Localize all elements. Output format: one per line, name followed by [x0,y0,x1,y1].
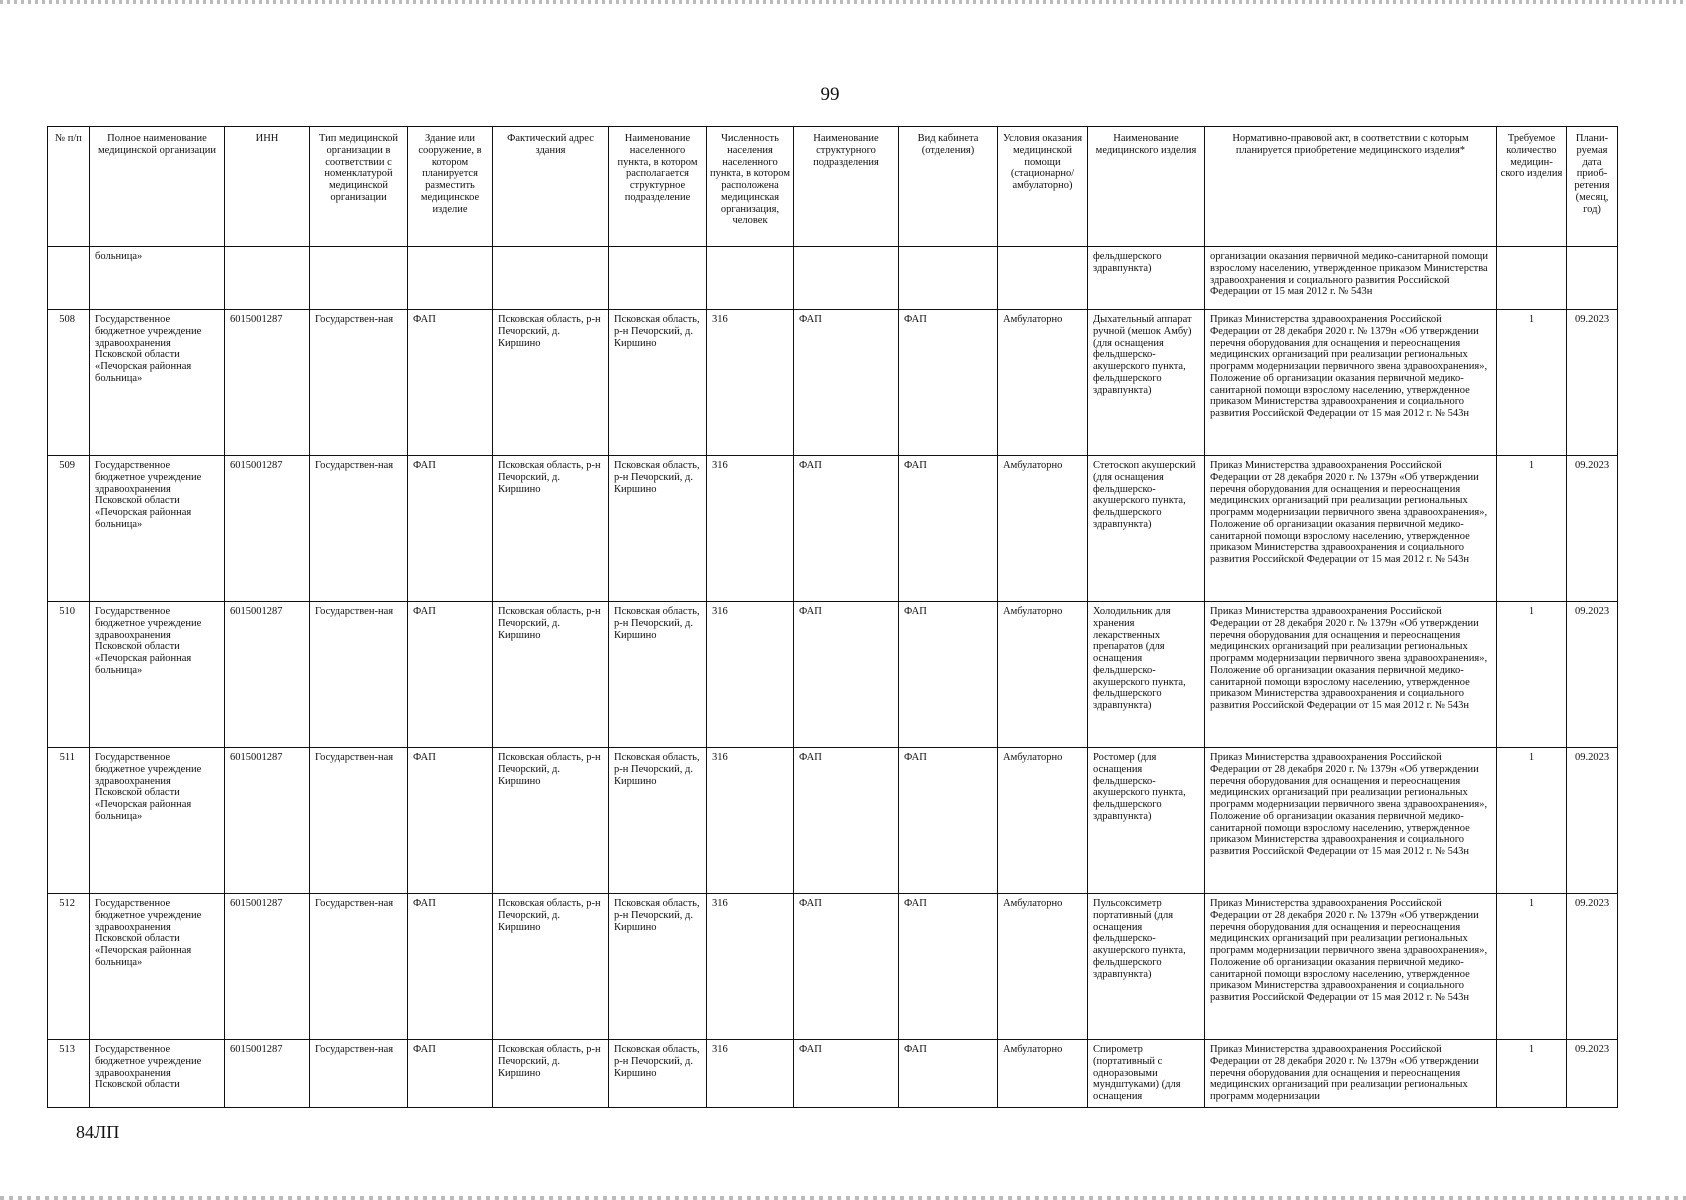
col-header-org-type: Тип медицинской организации в соответствии с номенклатурой медицинской организации [310,127,408,247]
cell-conditions: Амбулаторно [998,1040,1088,1108]
cell-unit [794,247,899,310]
col-header-number: № п/п [48,127,90,247]
cell-device: Холодильник для хранения лекарственных препаратов (для оснащения фельдшерско-акушерского пункта, фельдшерского здравпункта) [1088,602,1205,748]
cell-inn: 6015001287 [225,894,310,1040]
table-row [48,748,1618,894]
cell-inn: 6015001287 [225,748,310,894]
cell-date: 09.2023 [1567,1040,1618,1108]
cell-address: Псковская область, р-н Печорский, д. Киршино [493,456,609,602]
cell-organization: Государственное бюджетное учреждение здравоохранения Псковской области [90,1040,225,1108]
cell-cabinet [899,247,998,310]
cell-population: 316 [707,894,794,1040]
cell-population: 316 [707,310,794,456]
cell-legal-act: организации оказания первичной медико-санитарной помощи взрослому населению, утвержденное приказом Министерства здравоохранения и социального развития Российской Федерации от 15 мая 2012 г. № 543н [1205,247,1497,310]
cell-inn: 6015001287 [225,1040,310,1108]
cell-quantity: 1 [1497,894,1567,1040]
cell-organization: Государственное бюджетное учреждение здравоохранения Псковской области «Печорская районная больница» [90,456,225,602]
cell-address: Псковская область, р-н Печорский, д. Киршино [493,602,609,748]
col-header-building: Здание или сооружение, в котором планируется разместить медицинское изделие [408,127,493,247]
cell-cabinet: ФАП [899,602,998,748]
cell-population [707,247,794,310]
col-header-quantity: Требуемое количество медицин-ского изделия [1497,127,1567,247]
cell-inn: 6015001287 [225,310,310,456]
cell-cabinet: ФАП [899,310,998,456]
cell-locality: Псковская область, р-н Печорский, д. Киршино [609,894,707,1040]
cell-device: Пульсоксиметр портативный (для оснащения фельдшерско-акушерского пункта, фельдшерского здравпункта) [1088,894,1205,1040]
col-header-date: Плани-руемая дата приоб-ретения (месяц, год) [1567,127,1618,247]
cell-quantity: 1 [1497,310,1567,456]
cell-org-type: Государствен-ная [310,1040,408,1108]
col-header-cabinet: Вид кабинета (отделения) [899,127,998,247]
cell-organization: Государственное бюджетное учреждение здравоохранения Псковской области «Печорская районная больница» [90,310,225,456]
cell-date: 09.2023 [1567,894,1618,1040]
cell-conditions: Амбулаторно [998,310,1088,456]
table-row [48,310,1618,456]
col-header-device: Наименование медицинского изделия [1088,127,1205,247]
cell-device: Спирометр (портативный с одноразовыми мундштуками) (для оснащения [1088,1040,1205,1108]
col-header-organization: Полное наименование медицинской организации [90,127,225,247]
scan-edge-bottom [0,1196,1686,1200]
cell-quantity: 1 [1497,456,1567,602]
cell-address: Псковская область, р-н Печорский, д. Киршино [493,894,609,1040]
cell-address: Псковская область, р-н Печорский, д. Киршино [493,1040,609,1108]
cell-unit: ФАП [794,456,899,602]
cell-building: ФАП [408,1040,493,1108]
table-row [48,602,1618,748]
cell-date: 09.2023 [1567,748,1618,894]
cell-inn: 6015001287 [225,602,310,748]
cell-quantity: 1 [1497,1040,1567,1108]
continuation-row [48,247,1618,310]
cell-conditions [998,247,1088,310]
cell-building: ФАП [408,894,493,1040]
cell-legal-act: Приказ Министерства здравоохранения Российской Федерации от 28 декабря 2020 г. № 1379н «Об утверждении перечня оборудования для оснащения и переоснащения медицинских организаций при реализации региональных программ модернизации первичного звена здравоохранения», Положение об организации оказания первичной медико-санитарной помощи взрослому населению, утвержденное приказом Министерства здравоохранения и социального развития Российской Федерации от 15 мая 2012 г. № 543н [1205,894,1497,1040]
cell-cabinet: ФАП [899,748,998,894]
cell-org-type [310,247,408,310]
col-header-conditions: Условия оказания медицинской помощи (стационарно/ амбулаторно) [998,127,1088,247]
cell-organization: больница» [90,247,225,310]
col-header-unit: Наименование структурного подразделения [794,127,899,247]
col-header-inn: ИНН [225,127,310,247]
medical-equipment-table [47,126,1618,1108]
table-row [48,456,1618,602]
cell-cabinet: ФАП [899,1040,998,1108]
cell-cabinet: ФАП [899,894,998,1040]
cell-organization: Государственное бюджетное учреждение здравоохранения Псковской области «Печорская районная больница» [90,748,225,894]
cell-locality: Псковская область, р-н Печорский, д. Киршино [609,602,707,748]
cell-org-type: Государствен-ная [310,456,408,602]
cell-org-type: Государствен-ная [310,748,408,894]
cell-address [493,247,609,310]
col-header-address: Фактический адрес здания [493,127,609,247]
cell-locality [609,247,707,310]
table-row [48,894,1618,1040]
table-row [48,1040,1618,1108]
cell-number: 511 [48,748,90,894]
cell-number: 508 [48,310,90,456]
cell-address: Псковская область, р-н Печорский, д. Киршино [493,310,609,456]
footer-code: 84ЛП [76,1122,120,1142]
cell-unit: ФАП [794,310,899,456]
cell-population: 316 [707,602,794,748]
cell-inn [225,247,310,310]
cell-unit: ФАП [794,602,899,748]
cell-conditions: Амбулаторно [998,456,1088,602]
cell-number: 510 [48,602,90,748]
cell-unit: ФАП [794,748,899,894]
cell-locality: Псковская область, р-н Печорский, д. Киршино [609,748,707,894]
cell-legal-act: Приказ Министерства здравоохранения Российской Федерации от 28 декабря 2020 г. № 1379н «Об утверждении перечня оборудования для оснащения и переоснащения медицинских организаций при реализации региональных программ модернизации [1205,1040,1497,1108]
scan-edge-top [0,0,1686,4]
cell-org-type: Государствен-ная [310,894,408,1040]
cell-quantity: 1 [1497,602,1567,748]
cell-population: 316 [707,748,794,894]
cell-device: Дыхательный аппарат ручной (мешок Амбу) (для оснащения фельдшерско-акушерского пункта, фельдшерского здравпункта) [1088,310,1205,456]
cell-org-type: Государствен-ная [310,310,408,456]
table-header-row [48,127,1618,247]
cell-locality: Псковская область, р-н Печорский, д. Киршино [609,456,707,602]
cell-quantity [1497,247,1567,310]
cell-population: 316 [707,1040,794,1108]
cell-building: ФАП [408,310,493,456]
cell-building: ФАП [408,602,493,748]
cell-number: 509 [48,456,90,602]
cell-device: Ростомер (для оснащения фельдшерско-акушерского пункта, фельдшерского здравпункта) [1088,748,1205,894]
cell-legal-act: Приказ Министерства здравоохранения Российской Федерации от 28 декабря 2020 г. № 1379н «Об утверждении перечня оборудования для оснащения и переоснащения медицинских организаций при реализации региональных программ модернизации первичного звена здравоохранения», Положение об организации оказания первичной медико-санитарной помощи взрослому населению, утвержденное приказом Министерства здравоохранения и социального развития Российской Федерации от 15 мая 2012 г. № 543н [1205,310,1497,456]
cell-org-type: Государствен-ная [310,602,408,748]
col-header-legal-act: Нормативно-правовой акт, в соответствии с которым планируется приобретение медицинского изделия* [1205,127,1497,247]
cell-number: 512 [48,894,90,1040]
cell-date: 09.2023 [1567,310,1618,456]
page-number: 99 [820,84,840,105]
cell-cabinet: ФАП [899,456,998,602]
cell-date: 09.2023 [1567,602,1618,748]
cell-organization: Государственное бюджетное учреждение здравоохранения Псковской области «Печорская районная больница» [90,894,225,1040]
cell-conditions: Амбулаторно [998,894,1088,1040]
cell-locality: Псковская область, р-н Печорский, д. Киршино [609,310,707,456]
cell-number: 513 [48,1040,90,1108]
cell-device: Стетоскоп акушерский (для оснащения фельдшерско-акушерского пункта, фельдшерского здравпункта) [1088,456,1205,602]
cell-building: ФАП [408,748,493,894]
cell-building: ФАП [408,456,493,602]
cell-conditions: Амбулаторно [998,602,1088,748]
cell-legal-act: Приказ Министерства здравоохранения Российской Федерации от 28 декабря 2020 г. № 1379н «Об утверждении перечня оборудования для оснащения и переоснащения медицинских организаций при реализации региональных программ модернизации первичного звена здравоохранения», Положение об организации оказания первичной медико-санитарной помощи взрослому населению, утвержденное приказом Министерства здравоохранения и социального развития Российской Федерации от 15 мая 2012 г. № 543н [1205,748,1497,894]
cell-unit: ФАП [794,894,899,1040]
cell-locality: Псковская область, р-н Печорский, д. Киршино [609,1040,707,1108]
cell-number [48,247,90,310]
cell-date [1567,247,1618,310]
cell-conditions: Амбулаторно [998,748,1088,894]
cell-date: 09.2023 [1567,456,1618,602]
cell-quantity: 1 [1497,748,1567,894]
cell-inn: 6015001287 [225,456,310,602]
cell-unit: ФАП [794,1040,899,1108]
col-header-population: Численность населения населенного пункта, в котором расположена медицинская организация, человек [707,127,794,247]
cell-organization: Государственное бюджетное учреждение здравоохранения Псковской области «Печорская районная больница» [90,602,225,748]
cell-legal-act: Приказ Министерства здравоохранения Российской Федерации от 28 декабря 2020 г. № 1379н «Об утверждении перечня оборудования для оснащения и переоснащения медицинских организаций при реализации региональных программ модернизации первичного звена здравоохранения», Положение об организации оказания первичной медико-санитарной помощи взрослому населению, утвержденное приказом Министерства здравоохранения и социального развития Российской Федерации от 15 мая 2012 г. № 543н [1205,602,1497,748]
cell-population: 316 [707,456,794,602]
cell-address: Псковская область, р-н Печорский, д. Киршино [493,748,609,894]
col-header-locality: Наименование населенного пункта, в котором располагается структурное подразделение [609,127,707,247]
cell-device: фельдшерского здравпункта) [1088,247,1205,310]
cell-legal-act: Приказ Министерства здравоохранения Российской Федерации от 28 декабря 2020 г. № 1379н «Об утверждении перечня оборудования для оснащения и переоснащения медицинских организаций при реализации региональных программ модернизации первичного звена здравоохранения», Положение об организации оказания первичной медико-санитарной помощи взрослому населению, утвержденное приказом Министерства здравоохранения и социального развития Российской Федерации от 15 мая 2012 г. № 543н [1205,456,1497,602]
cell-building [408,247,493,310]
